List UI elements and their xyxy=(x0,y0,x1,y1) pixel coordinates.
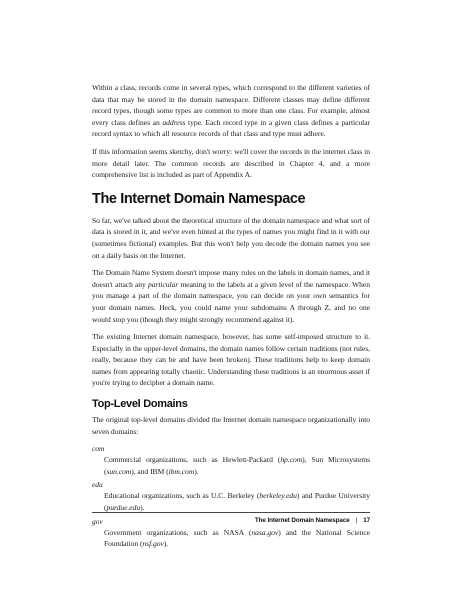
section-heading: The Internet Domain Namespace xyxy=(92,190,306,207)
term-gov: gov xyxy=(92,516,103,526)
emphasis: purdue.edu xyxy=(106,503,141,513)
emphasis: nsf.gov xyxy=(142,539,164,549)
text-run: ). xyxy=(163,539,169,549)
paragraph-record-types xyxy=(92,82,370,140)
text-run: Within a class, records come in several types, which correspond to the different varieties of data that may be stored in the domain namespace. Different classes may define different record types, though some types are common to more than one class. For example, almost every class defines an xyxy=(92,83,370,127)
text-run: ), and IBM ( xyxy=(131,466,169,476)
definition-com xyxy=(104,454,370,477)
text-run: The Domain Name System doesn't impose many rules on the labels in domain names, and it doesn't attach any xyxy=(92,268,370,289)
text-run: Educational organizations, such as U.C. Berkeley ( xyxy=(104,491,260,501)
paragraph-sketchy-info: If this information seems sketchy, don't worry: we'll cover the records in the internet class in more detail later. The common records are described in Chapter 4, and a more comprehensive list is included as part of Appendix A. xyxy=(92,146,370,180)
running-title: The Internet Domain Namespace xyxy=(254,517,350,524)
subsection-heading: Top-Level Domains xyxy=(92,398,188,411)
emphasis: sun.com xyxy=(106,466,132,476)
text-run: meaning to the labels at a given level of the namespace. When you manage a part of the domain namespace, you can decide on your own semantics for your domain names. Heck, you could name your subdomains A through Z, and no one would stop you (though they might strongly recommend against it). xyxy=(92,279,370,324)
paragraph-original-tlds: The original top-level domains divided the Internet domain namespace organizationally into seven domains: xyxy=(92,415,370,436)
term-com: com xyxy=(92,444,105,454)
text-run: Commercial organizations, such as Hewlett-Packard ( xyxy=(104,455,281,465)
text-run: ). xyxy=(140,503,145,513)
emphasis: hp.com xyxy=(280,455,303,465)
emphasis: particular xyxy=(147,279,179,289)
text-run: Government organizations, such as NASA ( xyxy=(104,527,252,537)
definition-gov xyxy=(104,527,370,550)
emphasis: nasa.gov xyxy=(251,527,279,537)
page-number: 17 xyxy=(363,517,370,524)
body-column xyxy=(92,82,370,551)
term-edu: edu xyxy=(92,480,103,490)
emphasis: berkeley.edu xyxy=(259,491,297,501)
paragraph-dns-rules xyxy=(92,267,370,325)
text-run: ) and Purdue University ( xyxy=(104,491,370,513)
text-run: ), Sun Microsystems ( xyxy=(104,455,370,476)
emphasis: address xyxy=(162,117,186,127)
text-run: type. Each record type in a given class defines a particular record syntax to which all resource records of that class and type must adhere. xyxy=(92,117,370,139)
footer-separator: | xyxy=(355,517,358,524)
definition-edu xyxy=(104,490,370,513)
page-footer xyxy=(92,512,370,524)
paragraph-theoretical-structure: So far, we've talked about the theoretical structure of the domain namespace and what sort of data is stored in it, and we've even hinted at the types of names you might find in it with our (sometimes fictional) examples. But this won't help you decode the domain names you see on a daily basis on the Internet. xyxy=(92,215,370,260)
definition-list xyxy=(92,443,370,550)
paragraph-existing-namespace: The existing Internet domain namespace, however, has some self-imposed structure to it. Especially in the upper-level domains, the domain names follow certain traditions (not rules, really, because they can be and have been broken). These traditions help to keep domain names from appearing totally chaotic. Understanding these traditions is an enormous asset if you're trying to decipher a domain name. xyxy=(92,332,370,388)
emphasis: ibm.com xyxy=(168,466,195,476)
text-run: ) and the National Science Foundation ( xyxy=(104,527,370,549)
text-run: ). xyxy=(194,466,199,476)
